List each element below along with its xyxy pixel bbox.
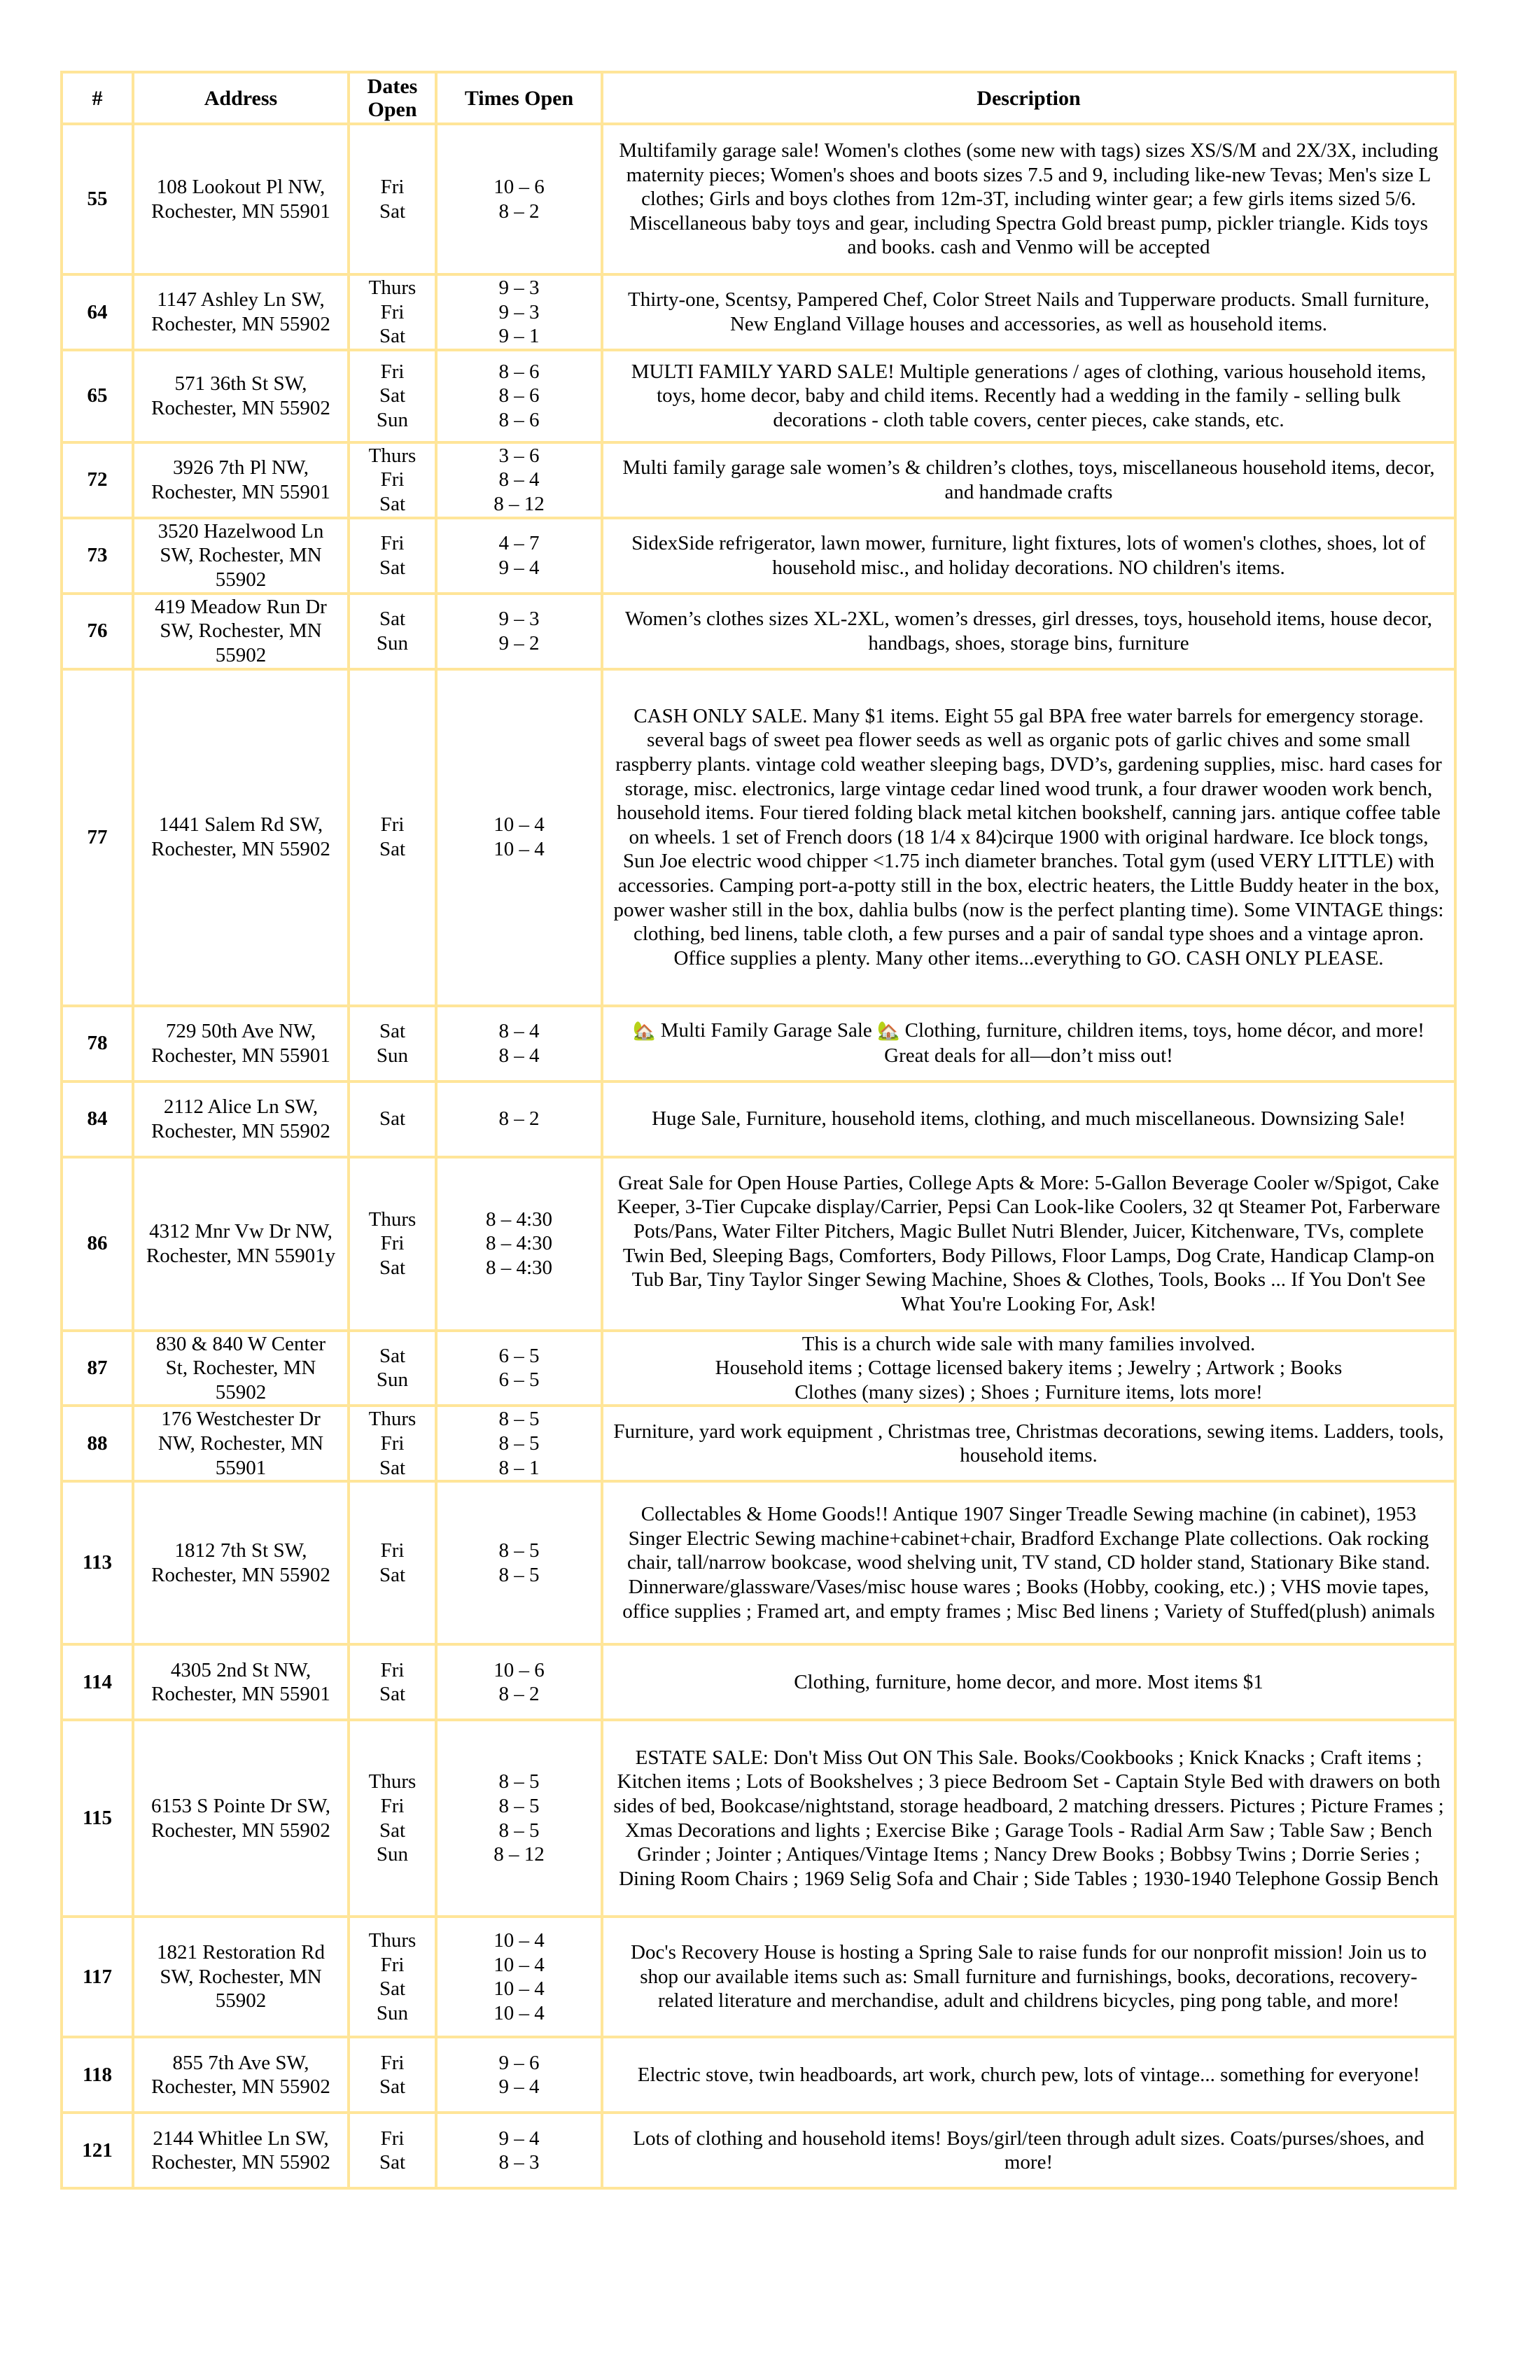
sale-address: 3520 Hazelwood Ln SW, Rochester, MN 55902 — [133, 518, 349, 594]
sale-description: Women’s clothes sizes XL-2XL, women’s dresses, girl dresses, toys, household items, house decor, handbags, shoes, storage bins, furniture — [602, 594, 1455, 669]
description-line: This is a church wide sale with many families involved. — [802, 1332, 1256, 1355]
sale-times-open — [436, 1406, 602, 1481]
description-text: Clothing, furniture, children items, toys, home décor, and more! Great deals for all—don’t miss out! — [884, 1019, 1424, 1068]
time-range: 8 – 2 — [498, 1107, 540, 1130]
sale-address: 1821 Restoration Rd SW, Rochester, MN 55902 — [133, 1917, 349, 2037]
day-label: Sat — [379, 200, 406, 223]
time-range: 8 – 2 — [498, 200, 540, 223]
sale-times-open — [436, 1720, 602, 1917]
sale-times-open — [436, 350, 602, 442]
table-row — [62, 350, 1455, 442]
sale-description: Thirty-one, Scentsy, Pampered Chef, Color Street Nails and Tupperware products. Small furniture, New England Village houses and accessories, as well as household items. — [602, 274, 1455, 350]
day-label: Sat — [379, 1977, 406, 2001]
time-range: 10 – 4 — [493, 1977, 545, 2001]
day-label: Sat — [379, 556, 406, 579]
sale-number: 117 — [62, 1917, 133, 2037]
day-label: Sat — [379, 2151, 406, 2174]
day-label: Sat — [379, 1344, 406, 1367]
dates-open-header-text: Dates Open — [367, 75, 418, 121]
time-range: 8 – 2 — [498, 1683, 540, 1706]
day-label: Sat — [379, 2076, 406, 2099]
sale-dates-open — [349, 594, 436, 669]
table-row — [62, 1720, 1455, 1917]
day-label: Sun — [376, 2001, 409, 2024]
sale-dates-open — [349, 274, 436, 350]
sale-number: 73 — [62, 518, 133, 594]
sale-description: Multifamily garage sale! Women's clothes (some new with tags) sizes XS/S/M and 2X/3X, including maternity pieces; Women's shoes and boots sizes 7.5 and 9, including like-new Tevas; Men's size L clothes; Girls and boys clothes from 12m-3T, including winter gear; a few girls items sized 5/6. Miscellaneous baby toys and gear, including Spectra Gold breast pump, pickler triangle. Kids toys and books. cash and Venmo will be accepted — [602, 124, 1455, 274]
time-range: 9 – 4 — [498, 2076, 540, 2099]
description-title: Multi Family Garage Sale — [655, 1019, 878, 1042]
sale-description: MULTI FAMILY YARD SALE! Multiple generations / ages of clothing, various household items, toys, home decor, baby and child items. Recently had a wedding in the family - selling bulk decorations - cloth table covers, center pieces, cake stands, etc. — [602, 350, 1455, 442]
day-label: Sat — [379, 1819, 406, 1842]
sale-number: 77 — [62, 669, 133, 1006]
time-range: 8 – 3 — [498, 2151, 540, 2174]
sale-dates-open — [349, 350, 436, 442]
table-row — [62, 518, 1455, 594]
day-label: Thurs — [368, 1208, 416, 1231]
time-range: 8 – 5 — [498, 1539, 540, 1562]
day-label: Sat — [379, 325, 406, 348]
time-range: 8 – 5 — [498, 1795, 540, 1818]
table-row — [62, 274, 1455, 350]
day-label: Fri — [380, 360, 405, 383]
sale-times-open — [436, 1644, 602, 1720]
time-range: 10 – 4 — [493, 1953, 545, 1976]
sale-number: 76 — [62, 594, 133, 669]
time-range: 9 – 2 — [498, 631, 540, 654]
time-range: 8 – 4:30 — [485, 1232, 553, 1255]
sale-times-open — [436, 2113, 602, 2188]
sale-description: Furniture, yard work equipment , Christmas tree, Christmas decorations, sewing items. Ladders, tools, household items. — [602, 1406, 1455, 1481]
sale-times-open — [436, 1331, 602, 1406]
sale-number: 118 — [62, 2037, 133, 2113]
time-range: 10 – 4 — [493, 838, 545, 861]
sale-address: 2112 Alice Ln SW, Rochester, MN 55902 — [133, 1082, 349, 1157]
sale-address: 571 36th St SW, Rochester, MN 55902 — [133, 350, 349, 442]
sale-description — [602, 1006, 1455, 1082]
time-range: 8 – 12 — [493, 1843, 545, 1866]
day-label: Fri — [380, 531, 405, 554]
day-label: Sun — [376, 409, 409, 432]
table-row — [62, 2037, 1455, 2113]
day-label: Sat — [379, 1563, 406, 1586]
sale-number: 113 — [62, 1481, 133, 1644]
sale-dates-open — [349, 1157, 436, 1331]
time-range: 8 – 6 — [498, 384, 540, 407]
sale-number: 55 — [62, 124, 133, 274]
sale-dates-open — [349, 2113, 436, 2188]
sale-dates-open — [349, 518, 436, 594]
sale-times-open — [436, 2037, 602, 2113]
sale-description: ESTATE SALE: Don't Miss Out ON This Sale. Books/Cookbooks ; Knick Knacks ; Craft items ; Kitchen items ; Lots of Bookshelves ; 3 piece Bedroom Set - Captain Style Bed with drawers on both sides of bed, Bookcase/nightstand, storage headboard, 2 matching dressers. Pictures ; Picture Frames ; Xmas Decorations and lights ; Exercise Bike ; Garage Tools - Radial Arm Saw ; Table Saw ; Bench Grinder ; Jointer ; Antiques/Vintage Items ; Nancy Drew Books ; Bobbsy Twins ; Dorrie Series ; Dining Room Chairs ; 1969 Selig Sofa and Chair ; Side Tables ; 1930-1940 Telephone Gossip Bench — [602, 1720, 1455, 1917]
time-range: 10 – 4 — [493, 1928, 545, 1952]
sale-dates-open — [349, 1720, 436, 1917]
time-range: 8 – 12 — [493, 492, 545, 515]
day-label: Fri — [380, 1432, 405, 1455]
table-row — [62, 669, 1455, 1006]
day-label: Thurs — [368, 1408, 416, 1431]
column-header-dates-open — [349, 72, 436, 124]
day-label: Fri — [380, 813, 405, 836]
table-row — [62, 1917, 1455, 2037]
sale-address: 1812 7th St SW, Rochester, MN 55902 — [133, 1481, 349, 1644]
sale-number: 64 — [62, 274, 133, 350]
description-line: Clothes (many sizes) ; Shoes ; Furniture items, lots more! — [794, 1380, 1263, 1404]
column-header-number: # — [62, 72, 133, 124]
house-with-garden-icon: 🏡 — [633, 1021, 656, 1042]
sale-address: 108 Lookout Pl NW, Rochester, MN 55901 — [133, 124, 349, 274]
sale-number: 86 — [62, 1157, 133, 1331]
house-with-garden-icon: 🏡 — [877, 1021, 900, 1042]
time-range: 8 – 4 — [498, 468, 540, 491]
time-range: 3 – 6 — [498, 444, 540, 467]
time-range: 9 – 3 — [498, 300, 540, 323]
sale-number: 121 — [62, 2113, 133, 2188]
table-row — [62, 1006, 1455, 1082]
table-row — [62, 1082, 1455, 1157]
day-label: Sun — [376, 1044, 409, 1067]
column-header-description: Description — [602, 72, 1455, 124]
sale-description: SidexSide refrigerator, lawn mower, furniture, light fixtures, lots of women's clothes, shoes, lot of household misc., and holiday decorations. NO children's items. — [602, 518, 1455, 594]
sale-dates-open — [349, 1006, 436, 1082]
time-range: 8 – 5 — [498, 1432, 540, 1455]
table-header-row — [62, 72, 1455, 124]
sale-number: 72 — [62, 442, 133, 518]
sale-dates-open — [349, 1406, 436, 1481]
sale-dates-open — [349, 1644, 436, 1720]
day-label: Fri — [380, 1539, 405, 1562]
sale-times-open — [436, 442, 602, 518]
sale-times-open — [436, 1481, 602, 1644]
sale-address: 6153 S Pointe Dr SW, Rochester, MN 55902 — [133, 1720, 349, 1917]
time-range: 10 – 4 — [493, 2001, 545, 2024]
day-label: Fri — [380, 2127, 405, 2150]
sale-dates-open — [349, 1481, 436, 1644]
sale-number: 84 — [62, 1082, 133, 1157]
day-label: Sat — [379, 1107, 406, 1130]
time-range: 8 – 5 — [498, 1770, 540, 1793]
description-line: Household items ; Cottage licensed bakery items ; Jewelry ; Artwork ; Books — [715, 1357, 1343, 1380]
sale-times-open — [436, 1082, 602, 1157]
table-row — [62, 442, 1455, 518]
day-label: Fri — [380, 2051, 405, 2074]
time-range: 9 – 4 — [498, 2127, 540, 2150]
sale-dates-open — [349, 669, 436, 1006]
day-label: Sat — [379, 1256, 406, 1279]
sale-times-open — [436, 594, 602, 669]
time-range: 8 – 4:30 — [485, 1208, 553, 1231]
sale-address: 3926 7th Pl NW, Rochester, MN 55901 — [133, 442, 349, 518]
sale-address: 1147 Ashley Ln SW, Rochester, MN 55902 — [133, 274, 349, 350]
time-range: 8 – 4 — [498, 1044, 540, 1067]
time-range: 9 – 4 — [498, 556, 540, 579]
time-range: 8 – 5 — [498, 1819, 540, 1842]
column-header-times-open: Times Open — [436, 72, 602, 124]
day-label: Sat — [379, 1019, 406, 1042]
column-header-address: Address — [133, 72, 349, 124]
time-range: 9 – 6 — [498, 2051, 540, 2074]
sale-address: 855 7th Ave SW, Rochester, MN 55902 — [133, 2037, 349, 2113]
sale-address: 176 Westchester Dr NW, Rochester, MN 55901 — [133, 1406, 349, 1481]
sale-dates-open — [349, 442, 436, 518]
sale-times-open — [436, 124, 602, 274]
day-label: Thurs — [368, 276, 416, 299]
sale-number: 114 — [62, 1644, 133, 1720]
sale-description: Huge Sale, Furniture, household items, clothing, and much miscellaneous. Downsizing Sale! — [602, 1082, 1455, 1157]
sale-times-open — [436, 1006, 602, 1082]
day-label: Fri — [380, 300, 405, 323]
sale-description: Lots of clothing and household items! Boys/girl/teen through adult sizes. Coats/purses/shoes, and more! — [602, 2113, 1455, 2188]
sale-dates-open — [349, 1082, 436, 1157]
table-row — [62, 1481, 1455, 1644]
sale-description: Great Sale for Open House Parties, College Apts & More: 5-Gallon Beverage Cooler w/Spigot, Cake Keeper, 3-Tier Cupcake display/Carrier, Pepsi Can Look-like Coolers, 32 qt Steamer Pot, Farberware Pots/Pans, Water Filter Pitchers, Magic Bullet Nutri Blender, Juicer, Kitchenware, TVs, complete Twin Bed, Sleeping Bags, Comforters, Body Pillows, Floor Lamps, Dog Crate, Handicap Clamp-on Tub Bar, Tiny Taylor Singer Sewing Machine, Shoes & Clothes, Tools, Books ... If You Don't See What You're Looking For, Ask! — [602, 1157, 1455, 1331]
day-label: Sun — [376, 631, 409, 654]
sale-description: CASH ONLY SALE. Many $1 items. Eight 55 gal BPA free water barrels for emergency storage. several bags of sweet pea flower seeds as well as organic pots of garlic chives and some small raspberry plants. vintage cold weather sleeping bags, DVD’s, gardening supplies, misc. hard cases for storage, misc. electronics, large vintage cedar lined wood trunk, a four drawer wooden work bench, household items. Four tiered folding black metal kitchen bookshelf, canning jars. antique coffee table on wheels. 1 set of French doors (18 1/4 x 84)cirque 1900 with original hardware. Ice block tongs, Sun Joe electric wood chipper <1.75 inch diameter branches. Total gym (used VERY LITTLE) with accessories. Camping port-a-potty still in the box, electric heaters, the Little Buddy heater in the box, power washer still in the box, dahlia bulbs (now is the perfect planting time). Some VINTAGE things: clothing, bed linens, table cloth, a few purses and a pair of sandal type shoes and a vintage apron. Office supplies a plenty. Many other items...everything to GO. CASH ONLY PLEASE. — [602, 669, 1455, 1006]
day-label: Fri — [380, 1953, 405, 1976]
time-range: 6 – 5 — [498, 1344, 540, 1367]
day-label: Sun — [376, 1843, 409, 1866]
time-range: 10 – 6 — [493, 1658, 545, 1681]
time-range: 6 – 5 — [498, 1368, 540, 1392]
sale-number: 87 — [62, 1331, 133, 1406]
sale-dates-open — [349, 2037, 436, 2113]
sale-address: 4312 Mnr Vw Dr NW, Rochester, MN 55901y — [133, 1157, 349, 1331]
time-range: 8 – 4 — [498, 1019, 540, 1042]
day-label: Sat — [379, 1456, 406, 1479]
sale-times-open — [436, 1917, 602, 2037]
day-label: Thurs — [368, 444, 416, 467]
sale-number: 78 — [62, 1006, 133, 1082]
day-label: Fri — [380, 1232, 405, 1255]
time-range: 8 – 5 — [498, 1408, 540, 1431]
day-label: Sat — [379, 492, 406, 515]
sale-number: 115 — [62, 1720, 133, 1917]
sale-dates-open — [349, 1917, 436, 2037]
sale-times-open — [436, 1157, 602, 1331]
time-range: 4 – 7 — [498, 531, 540, 554]
sale-description: Collectables & Home Goods!! Antique 1907 Singer Treadle Sewing machine (in cabinet), 1953 Singer Electric Sewing machine+cabinet+chair, Bradford Exchange Plate collections. Oak rocking chair, tall/narrow bookcase, wood shelving unit, TV stand, CD holder stand, Stationary Bike stand. Dinnerware/glassware/Vases/misc house wares ; Books (Hobby, cooking, etc.) ; VHS movie tapes, office supplies ; Framed art, and empty frames ; Misc Bed linens ; Variety of Stuffed(plush) animals — [602, 1481, 1455, 1644]
table-row — [62, 1331, 1455, 1406]
day-label: Sat — [379, 1683, 406, 1706]
sale-address: 419 Meadow Run Dr SW, Rochester, MN 55902 — [133, 594, 349, 669]
day-label: Thurs — [368, 1928, 416, 1952]
sale-times-open — [436, 669, 602, 1006]
day-label: Sat — [379, 838, 406, 861]
sale-address: 4305 2nd St NW, Rochester, MN 55901 — [133, 1644, 349, 1720]
sale-dates-open — [349, 124, 436, 274]
sale-address: 1441 Salem Rd SW, Rochester, MN 55902 — [133, 669, 349, 1006]
sale-address: 830 & 840 W Center St, Rochester, MN 55902 — [133, 1331, 349, 1406]
table-row — [62, 1406, 1455, 1481]
sale-description: Doc's Recovery House is hosting a Spring Sale to raise funds for our nonprofit mission! Join us to shop our available items such as: Small furniture and furnishings, books, decorations, recovery-related literature and merchandise, adult and childrens bicycles, ping pong table, and more! — [602, 1917, 1455, 2037]
day-label: Sat — [379, 384, 406, 407]
sale-description: Multi family garage sale women’s & children’s clothes, toys, miscellaneous household items, decor, and handmade crafts — [602, 442, 1455, 518]
time-range: 9 – 3 — [498, 607, 540, 630]
sale-number: 65 — [62, 350, 133, 442]
sale-times-open — [436, 274, 602, 350]
sale-description: Clothing, furniture, home decor, and more. Most items $1 — [602, 1644, 1455, 1720]
day-label: Fri — [380, 468, 405, 491]
day-label: Sun — [376, 1368, 409, 1392]
day-label: Fri — [380, 1658, 405, 1681]
table-row — [62, 1644, 1455, 1720]
sale-dates-open — [349, 1331, 436, 1406]
day-label: Thurs — [368, 1770, 416, 1793]
time-range: 9 – 1 — [498, 325, 540, 348]
time-range: 9 – 3 — [498, 276, 540, 299]
sale-number: 88 — [62, 1406, 133, 1481]
time-range: 8 – 1 — [498, 1456, 540, 1479]
day-label: Fri — [380, 1795, 405, 1818]
time-range: 8 – 4:30 — [485, 1256, 553, 1279]
time-range: 10 – 6 — [493, 175, 545, 198]
sale-address: 729 50th Ave NW, Rochester, MN 55901 — [133, 1006, 349, 1082]
day-label: Sat — [379, 607, 406, 630]
time-range: 8 – 5 — [498, 1563, 540, 1586]
table-row — [62, 1157, 1455, 1331]
sale-address: 2144 Whitlee Ln SW, Rochester, MN 55902 — [133, 2113, 349, 2188]
table-row — [62, 594, 1455, 669]
time-range: 8 – 6 — [498, 360, 540, 383]
garage-sale-table — [60, 71, 1457, 2190]
sale-times-open — [436, 518, 602, 594]
time-range: 8 – 6 — [498, 409, 540, 432]
sale-description — [602, 1331, 1455, 1406]
time-range: 10 – 4 — [493, 813, 545, 836]
table-row — [62, 2113, 1455, 2188]
sale-description: Electric stove, twin headboards, art work, church pew, lots of vintage... something for everyone! — [602, 2037, 1455, 2113]
table-row — [62, 124, 1455, 274]
day-label: Fri — [380, 175, 405, 198]
